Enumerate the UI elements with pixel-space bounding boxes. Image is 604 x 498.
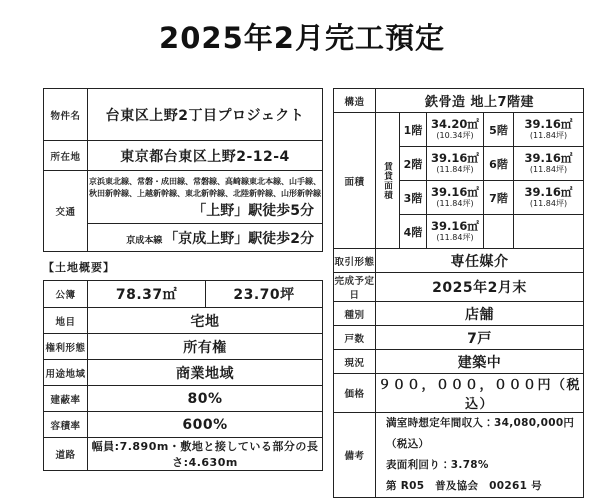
right-column [333,88,583,498]
current-status-value: 建築中 [376,350,584,374]
road-label: 道路 [44,438,88,471]
floor-5-area [514,113,584,147]
coverage-ratio-label: 建蔽率 [44,386,88,412]
floor-3-sqm: 39.16㎡ [431,185,479,200]
completion-date-value: 2025年2月末 [376,273,584,302]
current-status-label: 現況 [334,350,376,374]
remarks-cell [376,413,584,498]
floor-4-sqm: 39.16㎡ [431,219,479,234]
floor-4-tsubo: (11.84坪) [436,232,474,242]
transaction-type-label: 取引形態 [334,249,376,273]
rental-area-label-cell [376,113,400,249]
floor-3-area [427,181,484,215]
floor-7-tsubo: (11.84坪) [529,198,568,208]
floor-2-area [427,147,484,181]
registry-area-label: 公簿 [44,281,88,308]
area-label: 面積 [334,113,376,249]
land-summary-table [43,280,323,471]
remarks-annual-income: 満室時想定年間収入：34,080,000円（税込） [386,417,575,450]
property-name-value: 台東区上野2丁目プロジェクト [88,89,323,141]
zoning-label: 用途地域 [44,360,88,386]
floor-7-area [514,181,584,215]
access-keisei-line: 京成本線 [126,235,163,246]
rental-area-label: 賃貸面積 [382,161,393,200]
price-value: ９００，０００，０００円（税込） [376,374,584,413]
floor-1-sqm: 34.20㎡ [431,117,479,132]
address-label: 所在地 [44,141,88,171]
floor-4-area [427,215,484,249]
registry-area-sqm: 78.37㎡ [88,281,206,308]
floor-3-label: 3階 [400,181,427,215]
floor-empty-area [514,215,584,249]
address-value: 東京都台東区上野2-12-4 [88,141,323,171]
price-label: 価格 [334,374,376,413]
building-type-value: 店舗 [376,302,584,326]
floor-1-tsubo: (10.34坪) [436,130,474,140]
left-column [43,88,323,471]
access-keisei-cell [88,224,323,252]
coverage-ratio-value: 80% [88,386,323,412]
structure-label: 構造 [334,89,376,113]
zoning-value: 商業地域 [88,360,323,386]
floor-5-tsubo: (11.84坪) [529,130,568,140]
floor-6-tsubo: (11.84坪) [529,164,568,174]
structure-value: 鉄骨造 地上7階建 [376,89,584,113]
registry-area-tsubo: 23.70坪 [206,281,323,308]
floor-2-sqm: 39.16㎡ [431,151,479,166]
floor-5-label: 5階 [484,113,514,147]
ownership-value: 所有権 [88,334,323,360]
floor-6-area [514,147,584,181]
floor-3-tsubo: (11.84坪) [436,198,474,208]
property-overview-table [43,88,323,252]
remarks-registration-number: 第 R05 普及協会 00261 号 [386,480,542,492]
land-category-label: 地目 [44,308,88,334]
floor-1-area [427,113,484,147]
unit-count-label: 戸数 [334,326,376,350]
access-line-1: 京浜東北線、常磐・成田線、常磐線、高崎線東北本線、山手線、 [89,176,321,186]
access-line-2: 秋田新幹線、上越新幹線、東北新幹線、北陸新幹線、山形新幹線 [89,188,321,198]
floor-6-label: 6階 [484,147,514,181]
ownership-label: 権利形態 [44,334,88,360]
floor-5-sqm: 39.16㎡ [524,117,573,132]
access-jr-cell [88,171,323,224]
floor-area-ratio-label: 容積率 [44,412,88,438]
floor-2-label: 2階 [400,147,427,181]
floor-7-sqm: 39.16㎡ [524,185,573,200]
floor-2-tsubo: (11.84坪) [436,164,474,174]
floor-1-label: 1階 [400,113,427,147]
page-title: 2025年2月完工預定 [159,21,445,55]
access-label: 交通 [44,171,88,252]
floor-6-sqm: 39.16㎡ [524,151,573,166]
remarks-label: 備考 [334,413,376,498]
completion-date-label: 完成予定日 [334,273,376,302]
remarks-gross-yield: 表面利回り：3.78% [386,459,489,471]
floor-4-label: 4階 [400,215,427,249]
land-summary-heading: 【土地概要】 [43,261,115,274]
land-category-value: 宅地 [88,308,323,334]
road-value: 幅員:7.890m・敷地と接している部分の長さ:4.630m [88,438,323,471]
floor-empty-label [484,215,514,249]
building-type-label: 種別 [334,302,376,326]
building-info-table [333,88,584,498]
floor-7-label: 7階 [484,181,514,215]
access-lines [88,174,322,199]
floor-area-ratio-value: 600% [88,412,323,438]
unit-count-value: 7戸 [376,326,584,350]
property-name-label: 物件名 [44,89,88,141]
access-station-ueno: 「上野」駅徒歩5分 [192,203,314,220]
access-station-keisei-ueno: 「京成上野」駅徒歩2分 [164,230,314,247]
transaction-type-value: 専任媒介 [376,249,584,273]
